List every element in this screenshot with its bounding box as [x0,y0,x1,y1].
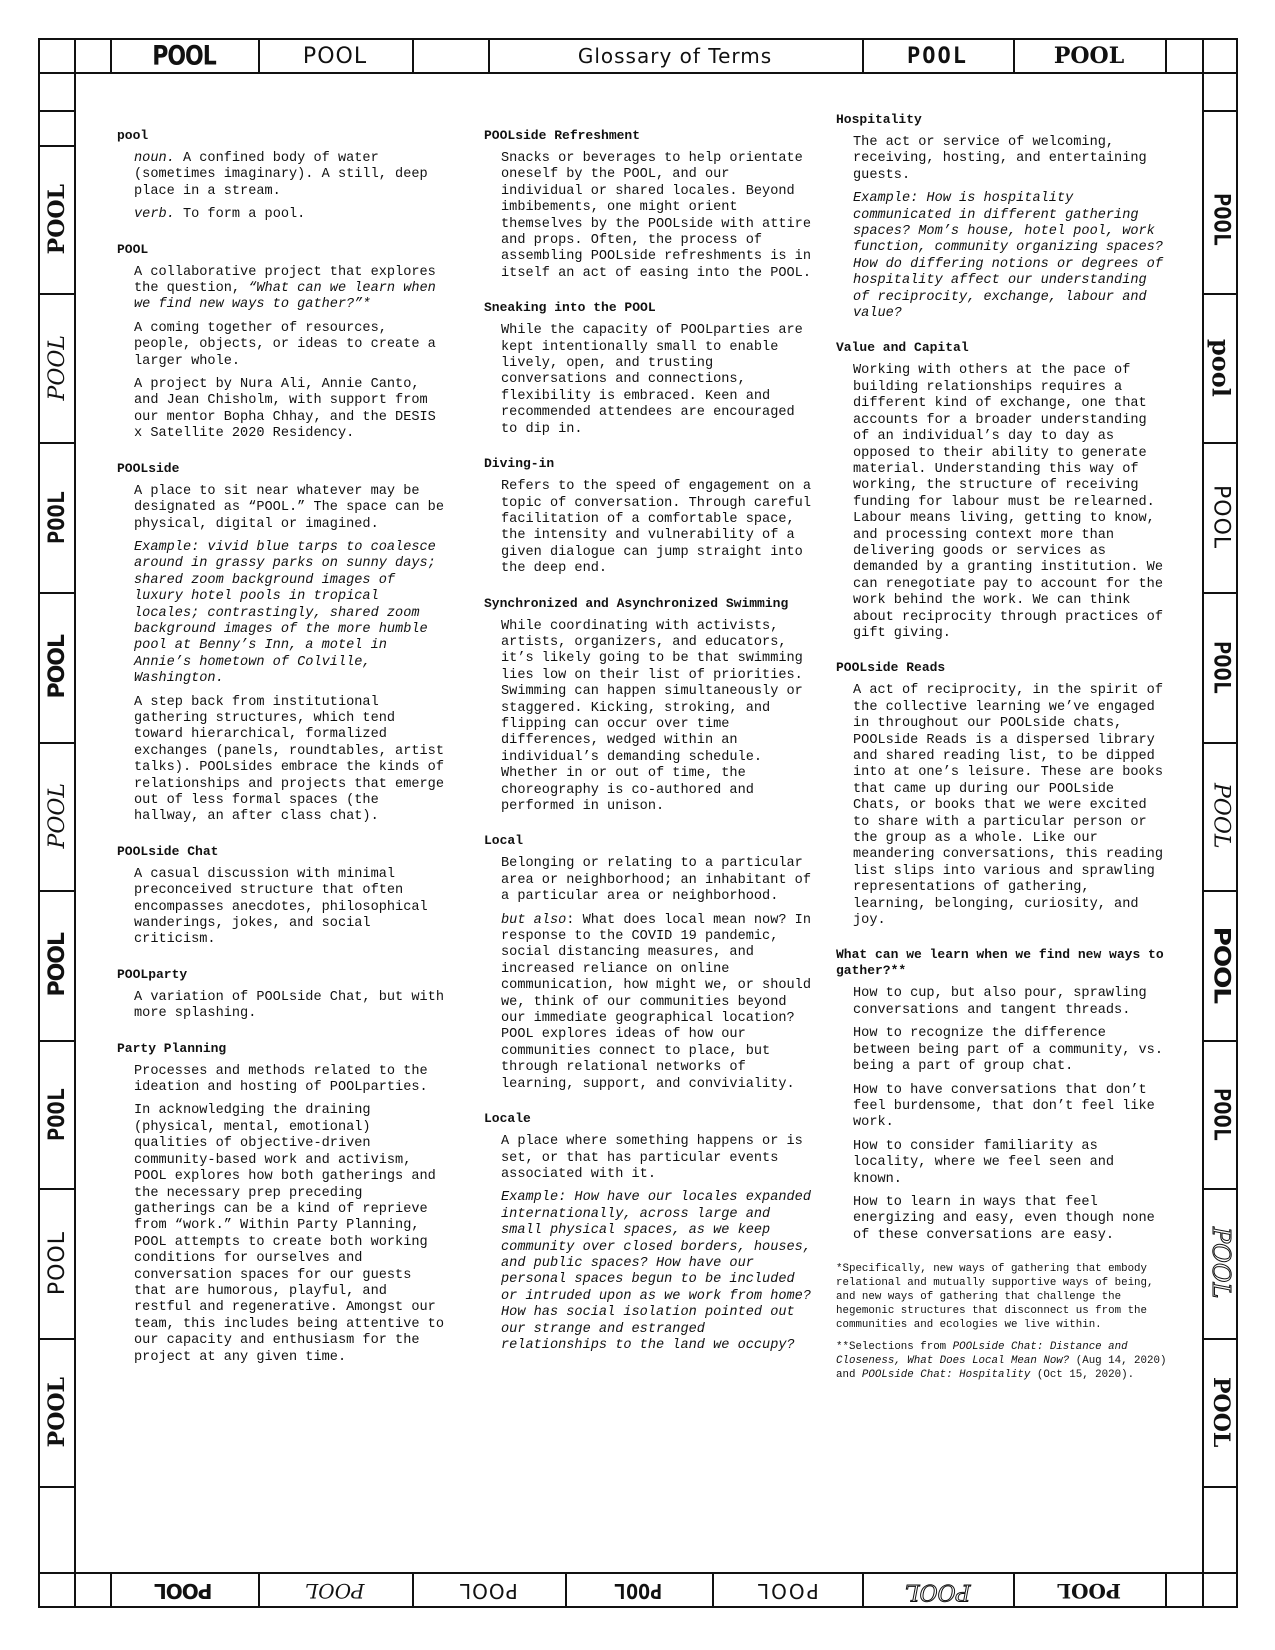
right-logo-4: POOL [1208,640,1234,694]
footnote: *Specifically, new ways of gathering that embody relational and mutually supportive ways of being, and new ways of gathering that challenge the hegemonic structures that disconnect us from the communities and ecologies we live within. [836,1263,1154,1332]
left-logo-6: POOL [44,933,70,997]
glossary-definition: Working with others at the pace of building relationships requires a different kind of exchange, one that accounts for a broader understanding of an individual’s day to day as opposed to their ability to generate material. Understanding this way of working, the structure of receiving funding for labour must be relearned. Labour means living, getting to know, and processing context more than delivering goods or services as demanded by a granting institution. We can renegotiate pay to account for the work behind the work. We can think about reciprocity through practices of gift giving. [853,363,1163,641]
glossary-definition: In acknowledging the draining (physical, mental, emotional) qualities of objective-driven community-based work and activism, POOL explores how both gatherings and the necessary prep preceding gatherings can be a kind of reprieve from “work.” Within Party Planning, POOL attempts to create both working conditions for ourselves and conversation spaces for our guests that are humorous, playful, and restful and regenerative. Amongst our team, this includes being attentive to our capacity and enthusiasm for the project at any given time. [134,1103,444,1365]
left-logo-9: POOL [44,1376,70,1448]
glossary-term: Value and Capital [836,340,969,356]
glossary-definition: Example: How have our locales expanded internationally, across large and small physical spaces, as we keep community over closed borders, houses, and public spaces? How have our personal spaces begun to be included or intruded upon as we work from home? How has social isolation pointed out our strange and estranged relationships to the land we occupy? [501,1190,811,1353]
glossary-definition: A coming together of resources, people, objects, or ideas to create a larger whole. [134,320,436,369]
left-logo-5: POOL [44,783,70,849]
glossary-entry [484,300,814,438]
glossary-column-3 [836,112,1170,1390]
glossary-definition: A act of reciprocity, in the spirit of the collective learning we’ve engaged in throughout our POOLside chats, POOLside Reads is a dispersed library and shared reading list, to be dipped into at one’s leisure. These are books that came up during our POOLside Chats, or books that we were excited to share with a particular person or the group as a whole. Like our meandering conversations, this reading list slips into various and sprawling representations of gathering, learning, belonging, curiosity, and joy. [853,683,1163,929]
header-logo-1: POOL [152,41,216,71]
header-logo-3: POOL [907,43,968,69]
footer-logo-1: POOL [155,1579,213,1603]
glossary-definition: While the capacity of POOLparties are kept intentionally small to enable lively, open, and trusting conversations and connections, flexibility is embraced. Keen and recommended attendees are encouraged to dip in. [501,323,803,437]
header-logo-2: POOL [302,43,368,69]
glossary-term: POOLside Chat [117,843,219,859]
glossary-definition: Belonging or relating to a particular area or neighborhood; an inhabitant of a particular area or neighborhood. [501,856,811,905]
footer-logo-4: POOL [614,1579,663,1603]
glossary-entry [484,128,814,282]
glossary-definition: Snacks or beverages to help orientate oneself by the POOL, and our individual or shared locales. Beyond imbibements, one might orient themselves by the POOLside with attire and props. Often, the process of assembling POOLside refreshments is in itself an act of easing into the POOL. [501,151,811,281]
glossary-term: What can we learn when we find new ways to gather?** [836,947,1164,979]
left-logo-2: POOL [44,334,70,401]
left-logo-3: POOL [44,490,70,544]
right-logo-5: POOL [1208,783,1234,849]
glossary-definition: Example: vivid blue tarps to coalesce around in grassy parks on sunny days; shared zoom background images of luxury hotel pools in tropical locales; contrastingly, shared zoom background images of the more humble pool at Benny’s Inn, a motel in Annie’s hometown of Colville, Washington. [134,539,436,687]
glossary-term: Sneaking into the POOL [484,300,656,316]
glossary-definition: noun. A confined body of water (sometimes imaginary). A still, deep place in a stream. [134,151,428,199]
glossary-definition: How to learn in ways that feel energizing and easy, even though none of these conversations are easy. [853,1194,1155,1243]
left-logo-8: POOL [44,1230,70,1296]
right-logo-6: POOL [1208,926,1234,1004]
footnote: **Selections from POOLside Chat: Distance and Closeness, What Does Local Mean Now? (Aug 14, 2020) and POOLside Chat: Hospitality (Oct 15, 2020). [836,1341,1167,1382]
glossary-column-2 [484,128,814,1372]
glossary-entry [484,456,814,577]
left-logo-4: POOL [44,635,70,699]
glossary-definition: A place to sit near whatever may be designated as “POOL.” The space can be physical, digital or imagined. [134,483,444,532]
glossary-entry [117,1041,447,1366]
glossary-entry [836,112,1170,322]
left-logo-1: POOL [44,183,70,255]
glossary-entry [117,128,447,224]
glossary-term: pool [117,128,149,143]
glossary-entry [117,461,447,826]
glossary-definition: While coordinating with activists, artists, organizers, and educators, it’s likely going to be that swimming lies low on their list of priorities. Swimming can happen simultaneously or staggered. Kicking, stroking, and flipping can occur over time differences, wedged within an individual’s demanding schedule. Whether in or out of time, the choreography is co-authored and performed in unison. [501,618,803,814]
glossary-definition: A collaborative project that explores the question, “What can we learn when we find new ways to gather?”* [134,264,436,313]
left-sidebar-divider [74,38,76,1608]
glossary-term: POOLparty [117,966,188,982]
glossary-term: Diving-in [484,456,555,472]
glossary-definition: How to recognize the difference between being part of a community, vs. being a part of group chat. [853,1026,1163,1075]
right-logo-1: POOL [1208,192,1234,246]
glossary-definition: The act or service of welcoming, receiving, hosting, and entertaining guests. [853,135,1147,183]
glossary-entry [484,833,814,1093]
glossary-definition: How to cup, but also pour, sprawling conversations and tangent threads. [853,986,1147,1018]
glossary-term: POOLside Refreshment [484,128,641,143]
glossary-term: Hospitality [836,112,922,127]
footer-logo-7: POOL [1057,1579,1121,1603]
glossary-entry [484,1111,814,1354]
glossary-definition: How to have conversations that don’t feel burdensome, that don’t feel like work. [853,1082,1155,1131]
glossary-definition: Refers to the speed of engagement on a topic of conversation. Through careful facilitation of a comfortable space, the intensity and vulnerability of a given dialogue can jump straight into the deep end. [501,479,811,577]
glossary-entry [836,660,1170,929]
glossary-definition: A variation of POOLside Chat, but with more splashing. [134,989,444,1022]
right-logo-9: POOL [1208,1376,1234,1448]
right-logo-2: pool [1206,338,1236,397]
glossary-entry [836,340,1170,642]
glossary-column-1 [117,128,447,1384]
glossary-entry [117,242,447,443]
glossary-definition: Processes and methods related to the ideation and hosting of POOLparties. [134,1063,428,1096]
right-logo-7: POOL [1208,1087,1234,1141]
glossary-entry [484,596,814,816]
glossary-term: Party Planning [117,1040,227,1056]
footer-logo-6: POOL [904,1578,971,1604]
glossary-definition: How to consider familiarity as locality, where we feel seen and known. [853,1138,1115,1187]
page-title: Glossary of Terms [577,44,773,68]
left-logo-7: POOL [44,1087,70,1141]
footer-logo-3: POOL [459,1579,518,1603]
glossary-definition: A step back from institutional gathering structures, which tend toward hierarchical, formalized exchanges (panels, roundtables, artist talks). POOLsides embrace the kinds of relationships and projects that emerge out of less formal spaces (the hallway, an after class chat). [134,694,444,825]
glossary-definition: Example: How is hospitality communicated in different gathering spaces? Mom’s house, hotel pool, work function, community organizing spaces? How do differing notions or degrees of hospitality affect our understanding of reciprocity, exchange, labour and value? [853,191,1163,322]
glossary-term: POOLside [117,460,180,476]
glossary-definition: A project by Nura Ali, Annie Canto, and Jean Chisholm, with support from our mentor Bopha Chhay, and the DESIS x Satellite 2020 Residency. [134,377,436,442]
right-logo-8: POOL [1207,1227,1235,1299]
glossary-definition: A casual discussion with minimal preconceived structure that often encompasses anecdotes, philosophical wanderings, jokes, and social criticism. [134,866,428,948]
glossary-definition: but also: What does local mean now? In response to the COVID 19 pandemic, social distancing measures, and increased reliance on online communication, how might we, or should we, think of our communities beyond our immediate geographical location? POOL explores ideas of how our communities connect to place, but through relational networks of learning, support, and conviviality. [501,912,811,1092]
glossary-term: Locale [484,1111,531,1127]
glossary-definition: A place where something happens or is set, or that has particular events associated with it. [501,1134,803,1182]
footer-logo-5: POOL [755,1579,819,1603]
glossary-term: Local [484,833,524,849]
glossary-term: Synchronized and Asynchronized Swimming [484,595,789,611]
glossary-entry [836,947,1170,1244]
glossary-definition: verb. To form a pool. [134,207,306,223]
footnotes [836,1262,1170,1382]
glossary-entry [117,967,447,1023]
header-logo-4: POOL [1053,43,1125,69]
glossary-term: POOL [117,241,149,257]
right-logo-3: POOL [1208,484,1234,550]
footer-logo-2: POOL [305,1579,365,1603]
glossary-entry [117,844,447,949]
glossary-term: POOLside Reads [836,660,946,676]
